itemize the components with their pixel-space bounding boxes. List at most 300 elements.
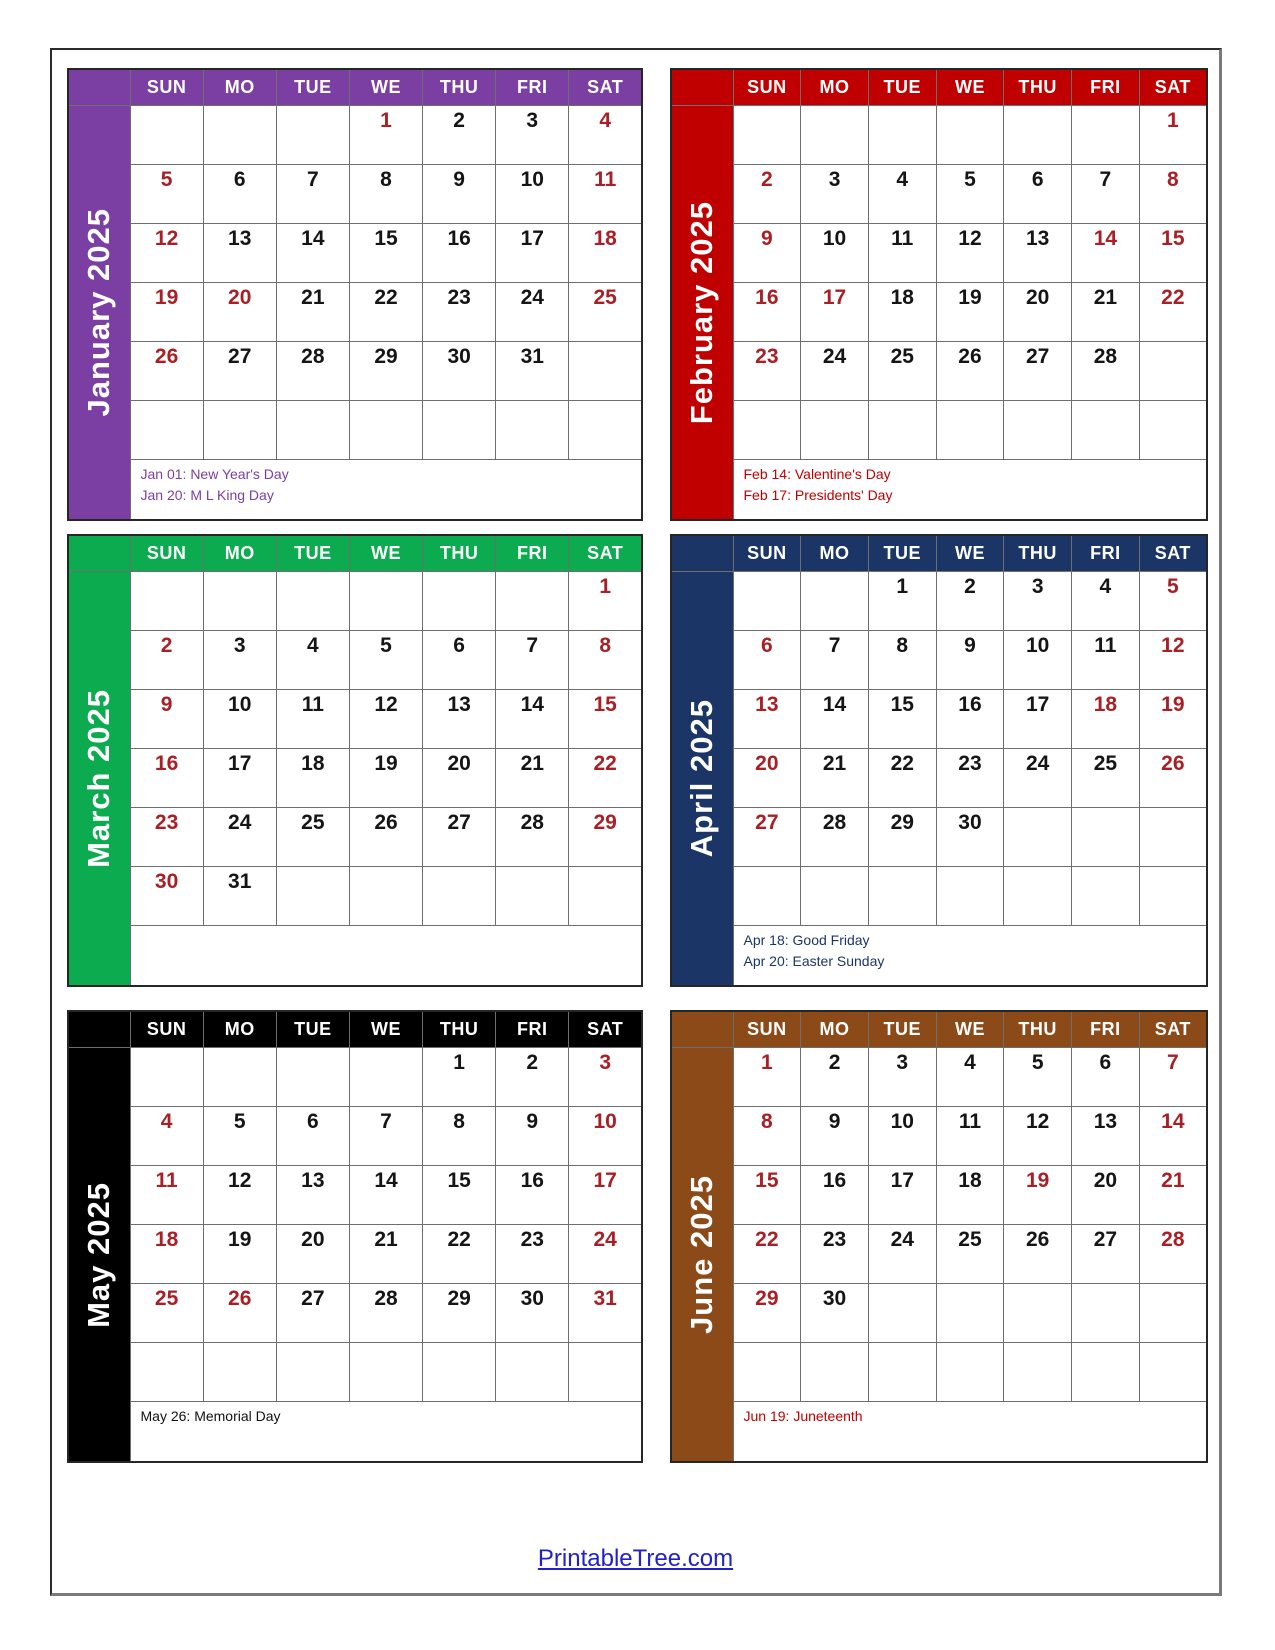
day-cell: 10	[203, 690, 276, 749]
week-row	[68, 283, 642, 342]
day-cell: 21	[276, 283, 349, 342]
day-cell: 2	[733, 165, 801, 224]
day-cell: 19	[349, 749, 422, 808]
day-cell: 30	[936, 808, 1004, 867]
day-cell: 3	[868, 1048, 936, 1107]
day-cell-empty	[349, 401, 422, 460]
day-cell-empty	[423, 572, 496, 631]
month-title: April 2025	[684, 699, 720, 858]
holiday-note: Jan 20: M L King Day	[140, 487, 274, 503]
day-cell: 5	[936, 165, 1004, 224]
day-cell: 10	[1004, 631, 1072, 690]
day-cell: 7	[496, 631, 569, 690]
day-cell-empty	[1139, 1343, 1207, 1402]
week-row	[68, 1343, 642, 1402]
week-row	[671, 1048, 1207, 1107]
weekday-header-sun: SUN	[130, 69, 203, 106]
weekday-header-tue: TUE	[868, 535, 936, 572]
week-row	[671, 867, 1207, 926]
day-cell-empty	[801, 401, 869, 460]
day-cell-empty	[203, 106, 276, 165]
weekday-header-mo: MO	[801, 69, 869, 106]
day-cell: 14	[349, 1166, 422, 1225]
day-cell: 26	[349, 808, 422, 867]
week-row	[671, 572, 1207, 631]
weekday-header-we: WE	[936, 535, 1004, 572]
weekday-header-we: WE	[936, 1011, 1004, 1048]
day-cell-empty	[496, 572, 569, 631]
day-cell: 4	[130, 1107, 203, 1166]
day-cell: 8	[349, 165, 422, 224]
day-cell: 3	[801, 165, 869, 224]
month-table	[67, 68, 643, 521]
day-cell: 5	[203, 1107, 276, 1166]
month-table	[670, 1010, 1208, 1463]
day-cell: 7	[801, 631, 869, 690]
week-row	[68, 224, 642, 283]
day-cell: 18	[130, 1225, 203, 1284]
day-cell: 17	[868, 1166, 936, 1225]
day-cell: 10	[569, 1107, 642, 1166]
day-cell: 23	[801, 1225, 869, 1284]
day-cell: 13	[1072, 1107, 1140, 1166]
day-cell: 16	[733, 283, 801, 342]
footer	[52, 1545, 1219, 1573]
day-cell-empty	[349, 1048, 422, 1107]
day-cell: 3	[1004, 572, 1072, 631]
day-cell: 28	[276, 342, 349, 401]
day-cell: 23	[130, 808, 203, 867]
month-block-march	[67, 534, 643, 987]
day-cell-empty	[936, 1343, 1004, 1402]
weekday-header-thu: THU	[423, 535, 496, 572]
day-cell: 23	[423, 283, 496, 342]
day-cell: 15	[569, 690, 642, 749]
day-cell: 1	[733, 1048, 801, 1107]
day-cell-empty	[1004, 1343, 1072, 1402]
weekday-header-fri: FRI	[496, 69, 569, 106]
day-cell: 18	[276, 749, 349, 808]
week-row	[68, 749, 642, 808]
day-cell: 17	[801, 283, 869, 342]
day-cell-empty	[1004, 867, 1072, 926]
day-cell-empty	[733, 867, 801, 926]
day-cell: 29	[733, 1284, 801, 1343]
week-row	[671, 1166, 1207, 1225]
weekday-header-thu: THU	[1004, 69, 1072, 106]
day-cell: 29	[569, 808, 642, 867]
day-cell: 24	[569, 1225, 642, 1284]
day-cell-empty	[868, 867, 936, 926]
day-cell: 15	[733, 1166, 801, 1225]
weekday-header-sat: SAT	[1139, 535, 1207, 572]
month-corner-cell	[68, 535, 130, 572]
day-cell: 21	[1072, 283, 1140, 342]
day-cell: 13	[276, 1166, 349, 1225]
day-cell-empty	[349, 867, 422, 926]
holiday-notes	[733, 1402, 1207, 1463]
weekday-header-tue: TUE	[868, 1011, 936, 1048]
day-cell: 16	[936, 690, 1004, 749]
day-cell: 6	[203, 165, 276, 224]
week-row	[671, 808, 1207, 867]
day-cell: 20	[733, 749, 801, 808]
day-cell: 18	[569, 224, 642, 283]
holiday-note: Apr 18: Good Friday	[743, 932, 870, 948]
month-corner-cell	[68, 1011, 130, 1048]
day-cell: 13	[1004, 224, 1072, 283]
day-cell-empty	[349, 1343, 422, 1402]
day-cell: 20	[1072, 1166, 1140, 1225]
day-cell: 27	[1072, 1225, 1140, 1284]
month-sidebar	[68, 572, 130, 987]
holiday-notes	[733, 460, 1207, 521]
day-cell: 11	[936, 1107, 1004, 1166]
day-cell: 9	[801, 1107, 869, 1166]
day-cell: 22	[569, 749, 642, 808]
day-cell: 14	[1139, 1107, 1207, 1166]
day-cell-empty	[1072, 401, 1140, 460]
day-cell-empty	[276, 1343, 349, 1402]
day-cell: 20	[203, 283, 276, 342]
day-cell-empty	[1139, 808, 1207, 867]
day-cell: 11	[569, 165, 642, 224]
week-row	[68, 106, 642, 165]
month-sidebar	[671, 572, 733, 987]
day-cell: 25	[569, 283, 642, 342]
day-cell: 4	[868, 165, 936, 224]
weekday-header-fri: FRI	[1072, 1011, 1140, 1048]
day-cell: 7	[349, 1107, 422, 1166]
day-cell: 1	[423, 1048, 496, 1107]
day-cell: 22	[1139, 283, 1207, 342]
day-cell: 19	[936, 283, 1004, 342]
week-row	[68, 1048, 642, 1107]
day-cell: 9	[130, 690, 203, 749]
weekday-header-thu: THU	[1004, 535, 1072, 572]
day-cell-empty	[203, 1048, 276, 1107]
week-row	[671, 1343, 1207, 1402]
day-cell: 23	[496, 1225, 569, 1284]
week-row	[68, 1284, 642, 1343]
day-cell: 21	[801, 749, 869, 808]
day-cell: 17	[1004, 690, 1072, 749]
day-cell: 16	[130, 749, 203, 808]
day-cell: 21	[496, 749, 569, 808]
day-cell: 24	[496, 283, 569, 342]
day-cell: 19	[130, 283, 203, 342]
day-cell: 4	[936, 1048, 1004, 1107]
weekday-header-fri: FRI	[1072, 69, 1140, 106]
weekday-header-tue: TUE	[276, 69, 349, 106]
day-cell: 25	[276, 808, 349, 867]
day-cell: 13	[423, 690, 496, 749]
weekday-header-thu: THU	[1004, 1011, 1072, 1048]
day-cell: 8	[868, 631, 936, 690]
month-block-april	[670, 534, 1208, 987]
month-table	[670, 68, 1208, 521]
week-row	[671, 106, 1207, 165]
week-row	[671, 401, 1207, 460]
day-cell: 22	[733, 1225, 801, 1284]
month-block-february	[670, 68, 1208, 521]
day-cell-empty	[130, 401, 203, 460]
day-cell: 14	[496, 690, 569, 749]
day-cell-empty	[1139, 342, 1207, 401]
day-cell: 30	[130, 867, 203, 926]
day-cell: 19	[1004, 1166, 1072, 1225]
day-cell: 5	[130, 165, 203, 224]
day-cell: 23	[733, 342, 801, 401]
day-cell: 2	[496, 1048, 569, 1107]
month-corner-cell	[671, 535, 733, 572]
day-cell-empty	[868, 1284, 936, 1343]
day-cell-empty	[1072, 106, 1140, 165]
month-corner-cell	[671, 69, 733, 106]
day-cell: 21	[349, 1225, 422, 1284]
day-cell-empty	[801, 106, 869, 165]
day-cell: 6	[1004, 165, 1072, 224]
day-cell: 27	[733, 808, 801, 867]
day-cell: 16	[801, 1166, 869, 1225]
weekday-header-we: WE	[349, 535, 422, 572]
weekday-header-thu: THU	[423, 69, 496, 106]
week-row	[671, 224, 1207, 283]
weekday-header-tue: TUE	[868, 69, 936, 106]
month-corner-cell	[671, 1011, 733, 1048]
day-cell: 16	[496, 1166, 569, 1225]
day-cell-empty	[801, 867, 869, 926]
week-row	[671, 1225, 1207, 1284]
holiday-notes	[130, 1402, 642, 1463]
weekday-header-sun: SUN	[733, 69, 801, 106]
holiday-row	[671, 926, 1207, 987]
week-row	[68, 690, 642, 749]
weekday-header-mo: MO	[203, 1011, 276, 1048]
day-cell: 14	[276, 224, 349, 283]
day-cell: 24	[801, 342, 869, 401]
week-row	[671, 631, 1207, 690]
day-cell-empty	[203, 401, 276, 460]
weekday-header-tue: TUE	[276, 535, 349, 572]
day-cell: 11	[276, 690, 349, 749]
day-cell: 27	[1004, 342, 1072, 401]
day-cell: 28	[349, 1284, 422, 1343]
day-cell: 16	[423, 224, 496, 283]
day-cell: 20	[1004, 283, 1072, 342]
day-cell-empty	[569, 342, 642, 401]
day-cell: 7	[276, 165, 349, 224]
weekday-header-sat: SAT	[569, 1011, 642, 1048]
weekday-header-fri: FRI	[1072, 535, 1140, 572]
day-cell: 8	[569, 631, 642, 690]
day-cell: 25	[936, 1225, 1004, 1284]
day-cell: 7	[1139, 1048, 1207, 1107]
weekday-header-fri: FRI	[496, 1011, 569, 1048]
day-cell: 31	[496, 342, 569, 401]
week-row	[68, 1107, 642, 1166]
day-cell: 29	[423, 1284, 496, 1343]
week-row	[68, 1225, 642, 1284]
day-cell: 14	[801, 690, 869, 749]
month-title: January 2025	[81, 208, 117, 417]
footer-link[interactable]: PrintableTree.com	[537, 1545, 734, 1572]
day-cell-empty	[868, 106, 936, 165]
day-cell-empty	[1139, 401, 1207, 460]
week-row	[671, 342, 1207, 401]
holiday-notes	[130, 460, 642, 521]
day-cell: 11	[1072, 631, 1140, 690]
day-cell: 12	[349, 690, 422, 749]
week-row	[68, 401, 642, 460]
day-cell: 6	[423, 631, 496, 690]
holiday-notes	[733, 926, 1207, 987]
weekday-header-row	[671, 69, 1207, 106]
day-cell: 28	[801, 808, 869, 867]
holiday-row	[671, 1402, 1207, 1463]
day-cell: 1	[569, 572, 642, 631]
months-grid	[52, 50, 1219, 1593]
day-cell: 5	[1004, 1048, 1072, 1107]
month-sidebar	[671, 106, 733, 521]
day-cell-empty	[130, 1048, 203, 1107]
week-row	[671, 165, 1207, 224]
holiday-row	[671, 460, 1207, 521]
day-cell-empty	[936, 1284, 1004, 1343]
day-cell: 31	[569, 1284, 642, 1343]
day-cell: 8	[1139, 165, 1207, 224]
day-cell: 27	[203, 342, 276, 401]
week-row	[68, 808, 642, 867]
day-cell-empty	[1004, 106, 1072, 165]
weekday-header-mo: MO	[203, 69, 276, 106]
holiday-note: Jun 19: Juneteenth	[743, 1408, 863, 1424]
day-cell-empty	[569, 1343, 642, 1402]
day-cell: 20	[423, 749, 496, 808]
day-cell-empty	[936, 106, 1004, 165]
weekday-header-sun: SUN	[130, 1011, 203, 1048]
day-cell: 10	[868, 1107, 936, 1166]
day-cell: 19	[1139, 690, 1207, 749]
day-cell: 17	[203, 749, 276, 808]
day-cell: 27	[423, 808, 496, 867]
week-row	[68, 165, 642, 224]
weekday-header-row	[68, 535, 642, 572]
day-cell: 1	[1139, 106, 1207, 165]
day-cell-empty	[130, 572, 203, 631]
day-cell: 23	[936, 749, 1004, 808]
day-cell: 12	[1139, 631, 1207, 690]
day-cell-empty	[868, 401, 936, 460]
day-cell: 28	[496, 808, 569, 867]
day-cell-empty	[936, 401, 1004, 460]
day-cell: 3	[496, 106, 569, 165]
day-cell: 14	[1072, 224, 1140, 283]
day-cell: 4	[569, 106, 642, 165]
weekday-header-sun: SUN	[733, 1011, 801, 1048]
month-title: May 2025	[81, 1181, 117, 1328]
month-sidebar	[671, 1048, 733, 1463]
day-cell-empty	[423, 1343, 496, 1402]
day-cell: 2	[801, 1048, 869, 1107]
day-cell: 11	[130, 1166, 203, 1225]
day-cell: 25	[130, 1284, 203, 1343]
day-cell: 11	[868, 224, 936, 283]
week-row	[671, 1284, 1207, 1343]
day-cell: 22	[868, 749, 936, 808]
day-cell: 10	[801, 224, 869, 283]
day-cell-empty	[496, 1343, 569, 1402]
week-row	[68, 867, 642, 926]
day-cell-empty	[130, 106, 203, 165]
day-cell-empty	[276, 867, 349, 926]
holiday-note: Jan 01: New Year's Day	[140, 466, 289, 482]
week-row	[671, 749, 1207, 808]
week-row	[671, 690, 1207, 749]
day-cell: 19	[203, 1225, 276, 1284]
day-cell-empty	[203, 572, 276, 631]
month-block-june	[670, 1010, 1208, 1463]
week-row	[68, 631, 642, 690]
weekday-header-sun: SUN	[733, 535, 801, 572]
week-row	[671, 1107, 1207, 1166]
day-cell: 24	[868, 1225, 936, 1284]
day-cell-empty	[733, 106, 801, 165]
day-cell: 26	[1004, 1225, 1072, 1284]
day-cell: 6	[1072, 1048, 1140, 1107]
day-cell: 29	[868, 808, 936, 867]
day-cell-empty	[733, 572, 801, 631]
day-cell: 22	[349, 283, 422, 342]
weekday-header-we: WE	[349, 1011, 422, 1048]
day-cell: 12	[130, 224, 203, 283]
day-cell: 21	[1139, 1166, 1207, 1225]
day-cell: 9	[733, 224, 801, 283]
weekday-header-sat: SAT	[1139, 1011, 1207, 1048]
day-cell-empty	[1072, 867, 1140, 926]
month-title: February 2025	[684, 200, 720, 425]
week-row	[68, 1166, 642, 1225]
holiday-note: Feb 14: Valentine's Day	[743, 466, 891, 482]
day-cell: 5	[1139, 572, 1207, 631]
day-cell: 1	[349, 106, 422, 165]
day-cell-empty	[733, 401, 801, 460]
day-cell-empty	[423, 401, 496, 460]
weekday-header-we: WE	[349, 69, 422, 106]
day-cell: 13	[733, 690, 801, 749]
day-cell: 13	[203, 224, 276, 283]
month-corner-cell	[68, 69, 130, 106]
day-cell: 24	[1004, 749, 1072, 808]
holiday-note: May 26: Memorial Day	[140, 1408, 281, 1424]
day-cell-empty	[496, 867, 569, 926]
day-cell: 17	[569, 1166, 642, 1225]
day-cell: 9	[423, 165, 496, 224]
day-cell: 3	[569, 1048, 642, 1107]
weekday-header-row	[671, 535, 1207, 572]
day-cell: 15	[423, 1166, 496, 1225]
day-cell: 24	[203, 808, 276, 867]
holiday-note: Apr 20: Easter Sunday	[743, 953, 885, 969]
day-cell-empty	[733, 1343, 801, 1402]
holiday-notes	[130, 926, 642, 987]
day-cell-empty	[1004, 808, 1072, 867]
day-cell-empty	[1139, 867, 1207, 926]
day-cell: 15	[868, 690, 936, 749]
holiday-row	[68, 460, 642, 521]
day-cell: 26	[203, 1284, 276, 1343]
day-cell: 7	[1072, 165, 1140, 224]
